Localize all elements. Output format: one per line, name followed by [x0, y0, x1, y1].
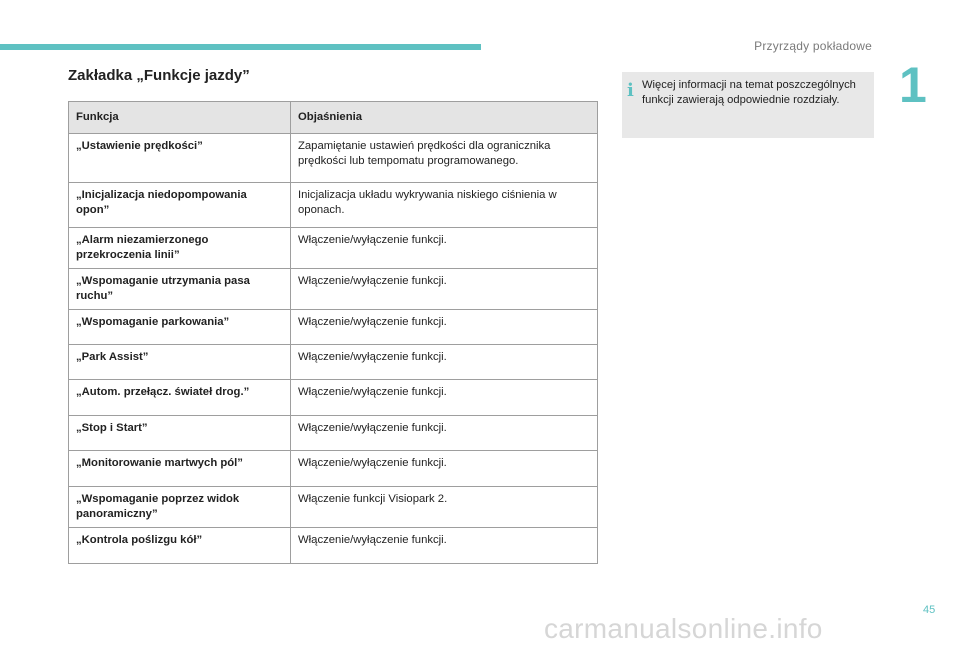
function-description: Włączenie/wyłączenie funkcji. — [291, 310, 598, 345]
functions-table — [68, 101, 598, 564]
function-description: Włączenie/wyłączenie funkcji. — [291, 228, 598, 269]
function-name: „Inicjalizacja niedopompowania opon” — [69, 183, 291, 228]
function-name: „Kontrola poślizgu kół” — [69, 528, 291, 564]
function-description: Włączenie funkcji Visiopark 2. — [291, 487, 598, 528]
info-icon: i — [627, 80, 634, 101]
function-name: „Monitorowanie martwych pól” — [69, 451, 291, 487]
function-name: „Park Assist” — [69, 345, 291, 380]
function-name: „Wspomaganie poprzez widok panoramiczny” — [69, 487, 291, 528]
table-row — [69, 310, 598, 345]
section-label: Przyrządy pokładowe — [754, 39, 872, 53]
function-name: „Wspomaganie parkowania” — [69, 310, 291, 345]
function-description: Włączenie/wyłączenie funkcji. — [291, 416, 598, 451]
table-row — [69, 345, 598, 380]
function-name: „Wspomaganie utrzymania pasa ruchu” — [69, 269, 291, 310]
function-description: Włączenie/wyłączenie funkcji. — [291, 451, 598, 487]
chapter-number: 1 — [899, 57, 927, 113]
top-accent-bar — [0, 44, 481, 50]
function-description: Inicjalizacja układu wykrywania niskiego ciśnienia w oponach. — [291, 183, 598, 228]
table-row — [69, 228, 598, 269]
function-description: Włączenie/wyłączenie funkcji. — [291, 380, 598, 416]
page-number: 45 — [923, 604, 936, 616]
page-title: Zakładka „Funkcje jazdy” — [68, 67, 250, 84]
table-row — [69, 134, 598, 183]
function-name: „Ustawienie prędkości” — [69, 134, 291, 183]
table-row — [69, 183, 598, 228]
table-row — [69, 416, 598, 451]
function-name: „Autom. przełącz. świateł drog.” — [69, 380, 291, 416]
function-description: Włączenie/wyłączenie funkcji. — [291, 269, 598, 310]
table-row — [69, 528, 598, 564]
function-name: „Stop i Start” — [69, 416, 291, 451]
info-note-text: Więcej informacji na temat poszczególnych funkcji zawierają odpowiednie rozdziały. — [642, 79, 856, 106]
table-row — [69, 380, 598, 416]
function-description: Zapamiętanie ustawień prędkości dla ogranicznika prędkości lub tempomatu programowanego. — [291, 134, 598, 183]
function-description: Włączenie/wyłączenie funkcji. — [291, 528, 598, 564]
watermark: carmanualsonline.info — [544, 613, 823, 644]
column-header-explanation: Objaśnienia — [291, 102, 598, 134]
table-header-row — [69, 102, 598, 134]
table-row — [69, 487, 598, 528]
table-row — [69, 451, 598, 487]
function-name: „Alarm niezamierzonego przekroczenia linii” — [69, 228, 291, 269]
column-header-function: Funkcja — [69, 102, 291, 134]
table-row — [69, 269, 598, 310]
function-description: Włączenie/wyłączenie funkcji. — [291, 345, 598, 380]
info-note-box — [622, 72, 874, 138]
